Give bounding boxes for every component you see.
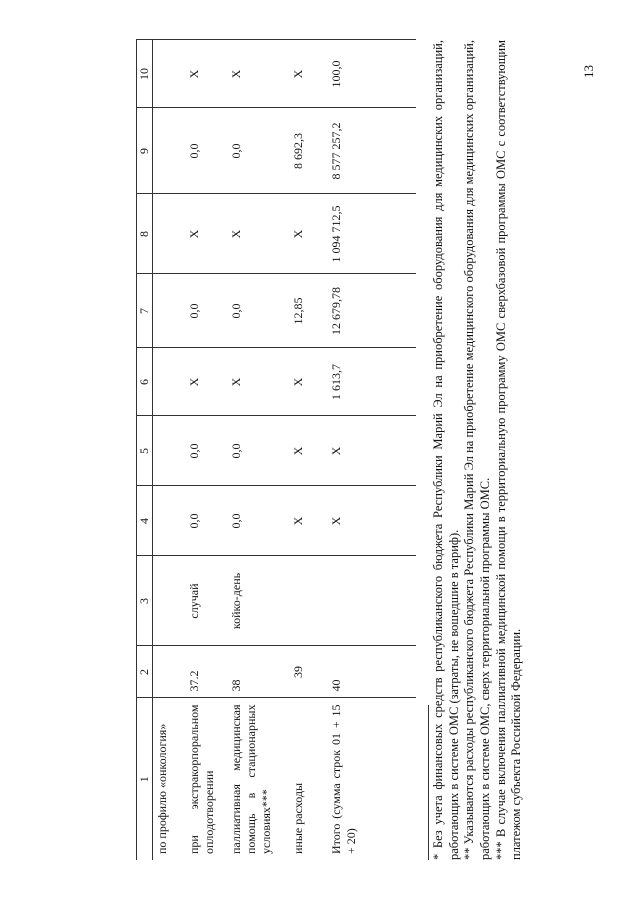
cell-c7: 0,0 <box>227 274 289 348</box>
unit-cell <box>289 556 327 646</box>
table-row <box>327 40 417 860</box>
cell-c4: 0,0 <box>227 486 289 556</box>
cell-c4 <box>153 486 185 556</box>
row-number: 38 <box>227 646 289 698</box>
unit-cell: койко-день <box>227 556 289 646</box>
cell-c10: X <box>289 40 327 108</box>
col-header-5: 5 <box>137 416 153 486</box>
cell-c4: X <box>327 486 417 556</box>
cell-c6: X <box>289 348 327 416</box>
cell-c5: 0,0 <box>227 416 289 486</box>
unit-cell <box>153 556 185 646</box>
col-header-8: 8 <box>137 194 153 274</box>
footnote-3: *** В случае включения паллиативной медицинской помощи в территориальную программу ОМС сверхбазовой программы ОМС с соответствующим платежом субъекта Российской Федерации. <box>493 40 524 860</box>
row-label: иные расходы <box>290 782 305 854</box>
cell-c9: 8 692,3 <box>289 108 327 194</box>
footnotes <box>428 40 525 860</box>
footnote-divider <box>428 705 429 860</box>
col-header-1: 1 <box>137 698 153 860</box>
cell-c9: 0,0 <box>185 108 227 194</box>
col-header-3: 3 <box>137 556 153 646</box>
cell-c7: 12,85 <box>289 274 327 348</box>
cell-c9 <box>153 108 185 194</box>
data-table <box>136 40 416 861</box>
header-row <box>137 40 153 860</box>
cell-c6 <box>153 348 185 416</box>
row-label: при экстракорпоральном оплодотворении <box>186 704 216 854</box>
footnote-1: * Без учета финансовых средств республиканского бюджета Республики Марий Эл на приобретение оборудования для медицинских организаций, работающих в системе ОМС (затраты, не вошедшие в тариф). <box>431 40 461 860</box>
table-row <box>153 40 185 860</box>
cell-c8 <box>153 194 185 274</box>
cell-c10: 100,0 <box>327 40 417 108</box>
cell-c8: X <box>227 194 289 274</box>
col-header-2: 2 <box>137 646 153 698</box>
cell-c6: 1 613,7 <box>327 348 417 416</box>
unit-cell <box>327 556 417 646</box>
cell-c5: X <box>327 416 417 486</box>
row-number: 39 <box>289 646 327 698</box>
cell-c10: X <box>227 40 289 108</box>
row-number: 37.2 <box>185 646 227 698</box>
col-header-7: 7 <box>137 274 153 348</box>
row-label: Итого (сумма строк 01 + 15 + 20) <box>328 704 358 854</box>
footnote-2: ** Указываются расходы республиканского бюджета Республики Марий Эл на приобретение медицинского оборудования для медицинских организаций, работающих в системе ОМС, сверх территориальной программы ОМС. <box>462 40 492 860</box>
cell-c7: 0,0 <box>185 274 227 348</box>
cell-c5: 0,0 <box>185 416 227 486</box>
cell-c10 <box>153 40 185 108</box>
unit-cell: случай <box>185 556 227 646</box>
row-label: паллиативная медицинская помощь в стационарных условиях*** <box>228 704 273 854</box>
rotated-content <box>136 40 524 860</box>
cell-c8: X <box>185 194 227 274</box>
row-number: 40 <box>327 646 417 698</box>
cell-c9: 0,0 <box>227 108 289 194</box>
cell-c6: X <box>185 348 227 416</box>
cell-c7 <box>153 274 185 348</box>
cell-c4: X <box>289 486 327 556</box>
row-label: по профилю «онкология» <box>155 723 169 854</box>
col-header-6: 6 <box>137 348 153 416</box>
cell-c10: X <box>185 40 227 108</box>
table-row <box>289 40 327 860</box>
col-header-10: 10 <box>137 40 153 108</box>
table-row <box>185 40 227 860</box>
col-header-9: 9 <box>137 108 153 194</box>
page-number: 13 <box>581 65 596 78</box>
cell-c7: 12 679,78 <box>327 274 417 348</box>
table-row <box>227 40 289 860</box>
cell-c4: 0,0 <box>185 486 227 556</box>
row-number <box>153 646 185 698</box>
col-header-4: 4 <box>137 486 153 556</box>
cell-c6: X <box>227 348 289 416</box>
cell-c8: X <box>289 194 327 274</box>
cell-c5: X <box>289 416 327 486</box>
cell-c9: 8 577 257,2 <box>327 108 417 194</box>
cell-c8: 1 094 712,5 <box>327 194 417 274</box>
cell-c5 <box>153 416 185 486</box>
